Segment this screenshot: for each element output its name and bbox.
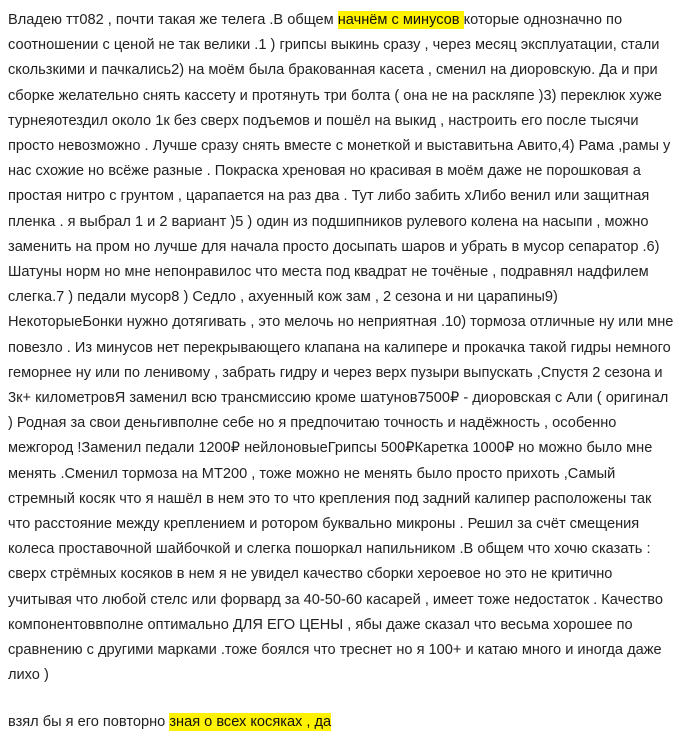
text-run: Владею тт082 , почти такая же телега .В общем — [8, 12, 338, 28]
review-closing-line — [8, 710, 676, 735]
highlighted-text: зная о всех косяках , да — [169, 714, 332, 731]
text-run: которые однозначно по соотношении с ценой не так велики .1 ) грипсы выкинь сразу , через месяц эксплуатации, стали скользкими и пачкались2) на моём была бракованная касета , сменил на диоровскую. Да и при сборке желательно снять кассету и протянуть три болта ( она не на раскляпе )3) переклюк хуже турнеяотездил около 1к без сверх подъемов и пошёл на выкид , настроить его после тысячи просто невозможно . Лучше сразу снять вместе с монеткой и выставитьна Авито,4) Рама ,рамы у нас схожие но всёже разные . Покраска хреновая но красивая в моём даже не порошковая а простая нитро с грунтом , царапается на раз два . Тут либо забить хЛибо венил или защитная пленка . я выбрал 1 и 2 вариант )5 ) один из подшипников рулевого колена на насыпи , можно заменить на пром но лучше для начала просто досыпать шаров и убрать в мусор сепаратор .6) Шатуны норм но мне непонравилос что места под квадрат не точёные , подравнял надфилем слегка.7 ) педали мусор8 ) Седло , ахуенный кож зам , 2 сезона и ни царапины9) НекоторыеБонки нужно дотягивать , это мелочь но неприятная .10) тормоза отличные ну или мне повезло . Из минусов нет перекрывающего клапана на калипере и прокачка такой гидры немного геморнее ну или по ленивому , забрать гидру и через верх пузыри выпускать ,Спустя 2 сезона и 3к+ километровЯ заменил всю трансмиссию кроме шатунов7500₽ - диоровская с Али ( оригинал ) Родная за свои деньгивполне себе но я предпочитаю точность и надёжность , особенно межгород !Заменил педали 1200₽ нейлоновыеГрипсы 500₽Каретка 1000₽ но можно было мне менять .Сменил тормоза на МТ200 , тоже можно не менять было просто прихоть ,Самый стремный косяк что я нашёл в нем это то что крепления под задний калипер расположены так что расстояние между креплением и ротором буквально микроны . Решил за счёт смещения колеса проставочной шайбочкой и слегка пошоркал напильником .В общем что хочю сказать : сверх стрёмных косяков в нем я не увидел качество сборки хероевое но это не критично учитывая что любой стелс или форвард за 40-50-60 касарей , имеет тоже недостаток . Качество компонентоввполне оптимально ДЛЯ ЕГО ЦЕНЫ , ябы даже сказал что весьма хорошее по сравнению с другими марками .тоже боялся что треснет но я 100+ и катаю много и иногда даже лихо ) — [8, 12, 674, 684]
text-run: взял бы я его повторно — [8, 714, 170, 731]
review-text-body — [8, 8, 676, 688]
highlighted-text: начнём с минусов — [337, 12, 464, 28]
